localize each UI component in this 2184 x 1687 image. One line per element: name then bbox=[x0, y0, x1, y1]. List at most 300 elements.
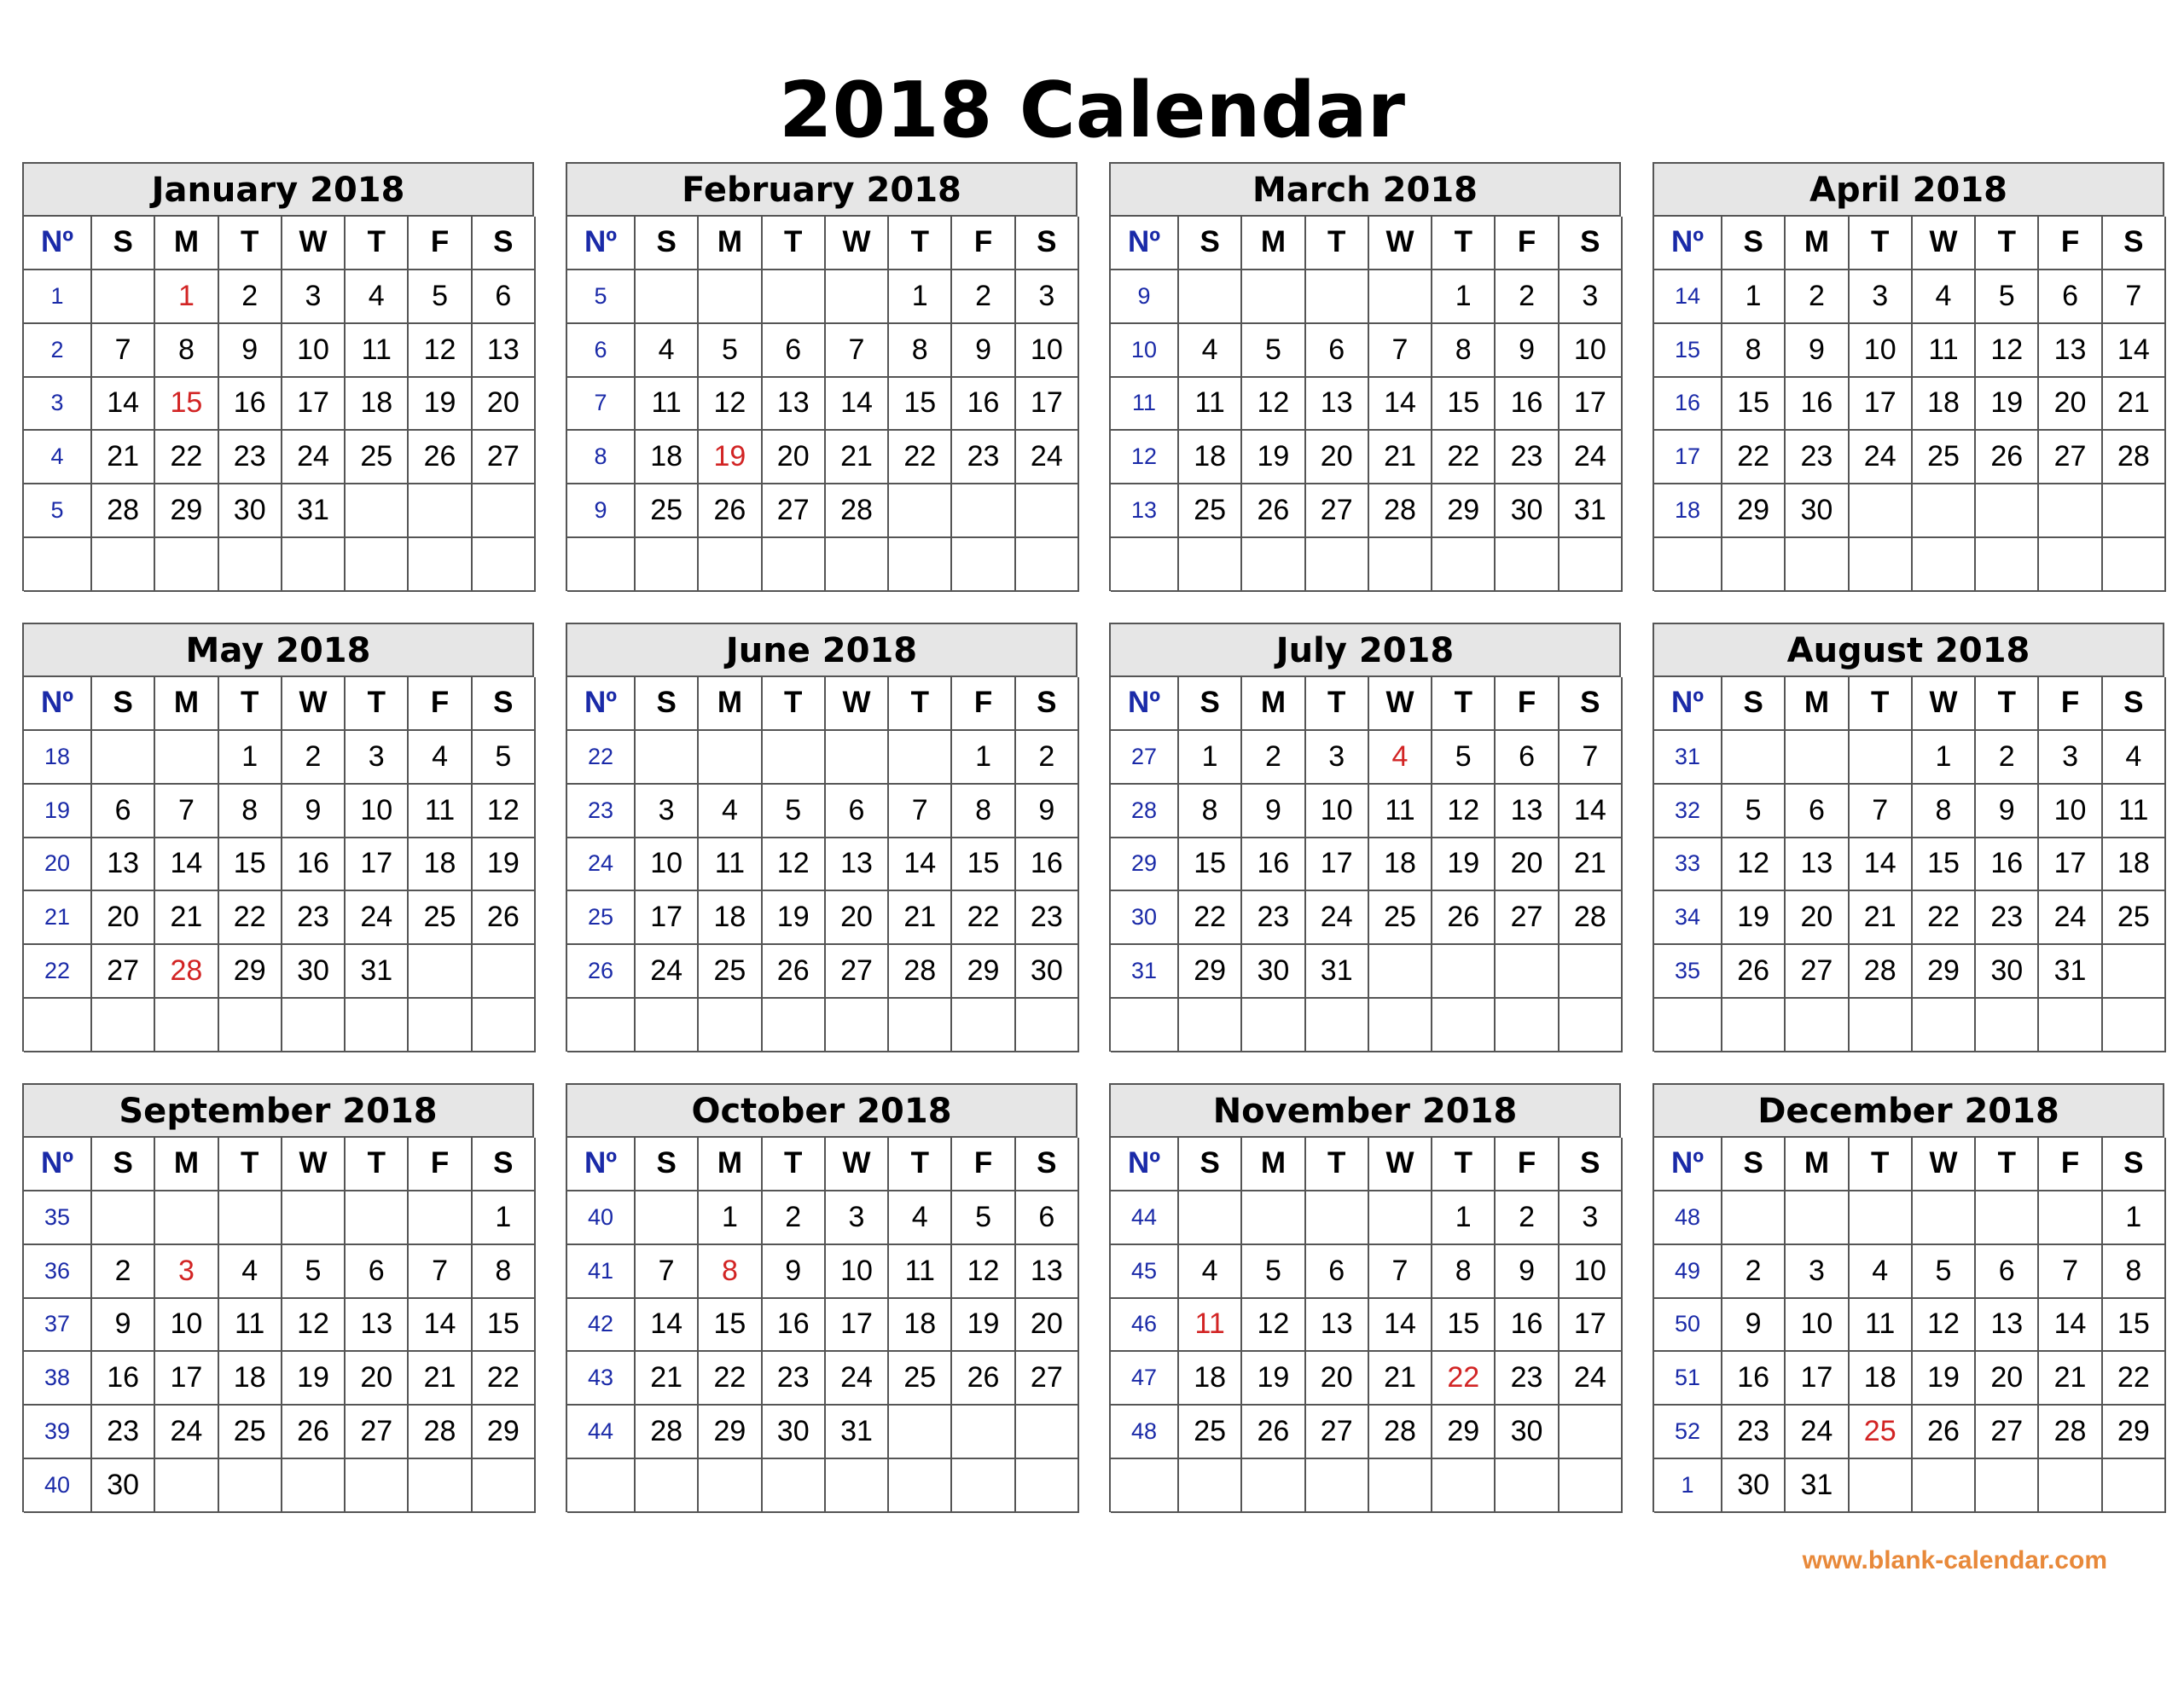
day-cell bbox=[346, 1191, 409, 1245]
month-title: September 2018 bbox=[24, 1085, 534, 1138]
day-cell: 19 bbox=[763, 891, 826, 945]
day-cell: 30 bbox=[1976, 945, 2039, 999]
day-cell bbox=[473, 484, 536, 538]
day-cell: 21 bbox=[1850, 891, 1913, 945]
week-number: 38 bbox=[24, 1352, 92, 1406]
month-title: December 2018 bbox=[1654, 1085, 2164, 1138]
day-cell: 10 bbox=[282, 324, 346, 378]
day-cell: 11 bbox=[2103, 785, 2166, 838]
day-cell bbox=[952, 484, 1015, 538]
day-cell: 1 bbox=[473, 1191, 536, 1245]
week-number: 6 bbox=[567, 324, 636, 378]
day-cell bbox=[1786, 1191, 1849, 1245]
week-number: 47 bbox=[1111, 1352, 1179, 1406]
day-cell bbox=[1850, 484, 1913, 538]
weekday-header: S bbox=[1179, 1138, 1242, 1191]
day-cell bbox=[826, 538, 889, 592]
day-cell bbox=[473, 1459, 536, 1513]
week-number: 44 bbox=[567, 1406, 636, 1459]
day-cell: 18 bbox=[1369, 838, 1432, 892]
day-cell: 4 bbox=[219, 1245, 282, 1299]
day-cell bbox=[699, 999, 762, 1052]
day-cell bbox=[1016, 1459, 1079, 1513]
day-cell: 9 bbox=[952, 324, 1015, 378]
holiday-day: 28 bbox=[155, 945, 218, 999]
day-cell bbox=[889, 999, 952, 1052]
week-number-header: Nº bbox=[24, 1138, 92, 1191]
day-cell: 28 bbox=[636, 1406, 699, 1459]
day-cell: 29 bbox=[155, 484, 218, 538]
day-cell: 14 bbox=[636, 1299, 699, 1353]
weekday-header: T bbox=[763, 677, 826, 731]
day-cell: 15 bbox=[1722, 378, 1786, 432]
week-number-header: Nº bbox=[24, 217, 92, 270]
weekday-header: S bbox=[1179, 217, 1242, 270]
weekday-header: S bbox=[92, 1138, 155, 1191]
day-cell bbox=[1306, 1459, 1369, 1513]
day-cell: 14 bbox=[889, 838, 952, 892]
month-january bbox=[22, 162, 534, 591]
weekday-header: T bbox=[346, 677, 409, 731]
day-cell: 8 bbox=[1179, 785, 1242, 838]
day-cell: 4 bbox=[346, 270, 409, 324]
week-number: 52 bbox=[1654, 1406, 1722, 1459]
day-cell: 6 bbox=[1306, 324, 1369, 378]
day-cell bbox=[636, 1191, 699, 1245]
day-cell: 26 bbox=[473, 891, 536, 945]
day-cell bbox=[763, 731, 826, 785]
week-number: 33 bbox=[1654, 838, 1722, 892]
weekday-header: S bbox=[1179, 677, 1242, 731]
day-cell: 26 bbox=[1976, 431, 2039, 484]
weekday-header: F bbox=[409, 677, 472, 731]
day-cell: 8 bbox=[1722, 324, 1786, 378]
day-cell: 19 bbox=[1242, 431, 1305, 484]
day-cell: 28 bbox=[826, 484, 889, 538]
week-number: 11 bbox=[1111, 378, 1179, 432]
day-cell: 9 bbox=[1496, 1245, 1559, 1299]
day-cell: 2 bbox=[1496, 270, 1559, 324]
day-cell: 9 bbox=[1722, 1299, 1786, 1353]
month-grid bbox=[24, 677, 534, 1052]
day-cell: 9 bbox=[1496, 324, 1559, 378]
day-cell: 15 bbox=[219, 838, 282, 892]
day-cell: 13 bbox=[1306, 378, 1369, 432]
week-number bbox=[24, 538, 92, 592]
day-cell: 13 bbox=[1016, 1245, 1079, 1299]
day-cell bbox=[1976, 1191, 2039, 1245]
day-cell bbox=[1560, 1406, 1623, 1459]
day-cell: 13 bbox=[2039, 324, 2102, 378]
weekday-header: F bbox=[2039, 1138, 2102, 1191]
day-cell: 17 bbox=[1306, 838, 1369, 892]
day-cell: 1 bbox=[889, 270, 952, 324]
day-cell: 30 bbox=[1242, 945, 1305, 999]
day-cell: 23 bbox=[282, 891, 346, 945]
day-cell: 27 bbox=[1016, 1352, 1079, 1406]
weekday-header: W bbox=[1369, 217, 1432, 270]
weekday-header: T bbox=[1976, 217, 2039, 270]
weekday-header: T bbox=[889, 677, 952, 731]
day-cell: 12 bbox=[473, 785, 536, 838]
weekday-header: S bbox=[92, 217, 155, 270]
day-cell: 1 bbox=[1432, 1191, 1496, 1245]
day-cell: 24 bbox=[155, 1406, 218, 1459]
week-number: 22 bbox=[567, 731, 636, 785]
day-cell bbox=[1560, 945, 1623, 999]
week-number: 40 bbox=[24, 1459, 92, 1513]
day-cell: 19 bbox=[1432, 838, 1496, 892]
month-september bbox=[22, 1083, 534, 1512]
day-cell: 6 bbox=[1496, 731, 1559, 785]
day-cell: 16 bbox=[92, 1352, 155, 1406]
day-cell: 15 bbox=[699, 1299, 762, 1353]
day-cell: 11 bbox=[1179, 378, 1242, 432]
weekday-header: S bbox=[636, 677, 699, 731]
weekday-header: W bbox=[282, 1138, 346, 1191]
day-cell: 18 bbox=[1913, 378, 1976, 432]
week-number: 51 bbox=[1654, 1352, 1722, 1406]
day-cell: 3 bbox=[1016, 270, 1079, 324]
day-cell: 14 bbox=[1369, 1299, 1432, 1353]
month-title: June 2018 bbox=[567, 624, 1077, 677]
day-cell: 27 bbox=[2039, 431, 2102, 484]
day-cell: 15 bbox=[1913, 838, 1976, 892]
day-cell: 26 bbox=[1432, 891, 1496, 945]
week-number: 27 bbox=[1111, 731, 1179, 785]
day-cell bbox=[219, 1191, 282, 1245]
weekday-header: W bbox=[1913, 677, 1976, 731]
day-cell: 7 bbox=[1369, 1245, 1432, 1299]
month-march bbox=[1109, 162, 1621, 591]
week-number-header: Nº bbox=[24, 677, 92, 731]
day-cell: 4 bbox=[699, 785, 762, 838]
day-cell: 5 bbox=[1722, 785, 1786, 838]
day-cell bbox=[763, 270, 826, 324]
month-grid bbox=[1654, 677, 2164, 1052]
weekday-header: F bbox=[409, 217, 472, 270]
weekday-header: T bbox=[1850, 217, 1913, 270]
week-number: 42 bbox=[567, 1299, 636, 1353]
day-cell: 22 bbox=[699, 1352, 762, 1406]
day-cell: 29 bbox=[473, 1406, 536, 1459]
day-cell: 17 bbox=[1016, 378, 1079, 432]
day-cell: 7 bbox=[92, 324, 155, 378]
day-cell: 25 bbox=[1179, 484, 1242, 538]
day-cell: 26 bbox=[699, 484, 762, 538]
weekday-header: T bbox=[1976, 1138, 2039, 1191]
day-cell bbox=[92, 731, 155, 785]
holiday-day: 19 bbox=[699, 431, 762, 484]
day-cell: 22 bbox=[1432, 431, 1496, 484]
week-number: 20 bbox=[24, 838, 92, 892]
day-cell: 21 bbox=[636, 1352, 699, 1406]
day-cell: 3 bbox=[636, 785, 699, 838]
day-cell: 2 bbox=[1496, 1191, 1559, 1245]
day-cell: 12 bbox=[1242, 378, 1305, 432]
day-cell bbox=[1016, 1406, 1079, 1459]
day-cell: 16 bbox=[1496, 1299, 1559, 1353]
day-cell: 2 bbox=[763, 1191, 826, 1245]
week-number: 17 bbox=[1654, 431, 1722, 484]
day-cell bbox=[282, 999, 346, 1052]
day-cell: 18 bbox=[409, 838, 472, 892]
day-cell: 8 bbox=[473, 1245, 536, 1299]
day-cell bbox=[763, 1459, 826, 1513]
weekday-header: T bbox=[346, 1138, 409, 1191]
day-cell bbox=[92, 999, 155, 1052]
day-cell: 16 bbox=[763, 1299, 826, 1353]
day-cell: 4 bbox=[2103, 731, 2166, 785]
weekday-header: M bbox=[1242, 677, 1305, 731]
weekday-header: S bbox=[636, 217, 699, 270]
day-cell bbox=[2039, 1191, 2102, 1245]
week-number: 4 bbox=[24, 431, 92, 484]
day-cell bbox=[346, 1459, 409, 1513]
day-cell bbox=[1722, 1191, 1786, 1245]
day-cell bbox=[1016, 999, 1079, 1052]
day-cell: 25 bbox=[699, 945, 762, 999]
weekday-header: W bbox=[1913, 1138, 1976, 1191]
weekday-header: M bbox=[1242, 217, 1305, 270]
day-cell: 10 bbox=[2039, 785, 2102, 838]
day-cell bbox=[1913, 1459, 1976, 1513]
day-cell: 23 bbox=[1722, 1406, 1786, 1459]
day-cell bbox=[826, 731, 889, 785]
day-cell bbox=[699, 270, 762, 324]
day-cell bbox=[1242, 538, 1305, 592]
day-cell bbox=[1976, 1459, 2039, 1513]
day-cell: 9 bbox=[1976, 785, 2039, 838]
day-cell: 3 bbox=[1850, 270, 1913, 324]
holiday-day: 3 bbox=[155, 1245, 218, 1299]
day-cell: 10 bbox=[1786, 1299, 1849, 1353]
day-cell: 29 bbox=[219, 945, 282, 999]
day-cell: 7 bbox=[1369, 324, 1432, 378]
day-cell: 18 bbox=[2103, 838, 2166, 892]
day-cell: 23 bbox=[1786, 431, 1849, 484]
day-cell: 22 bbox=[1913, 891, 1976, 945]
day-cell: 28 bbox=[409, 1406, 472, 1459]
month-title: October 2018 bbox=[567, 1085, 1077, 1138]
day-cell: 23 bbox=[952, 431, 1015, 484]
week-number: 13 bbox=[1111, 484, 1179, 538]
day-cell: 7 bbox=[826, 324, 889, 378]
day-cell bbox=[2039, 1459, 2102, 1513]
month-title: July 2018 bbox=[1111, 624, 1621, 677]
day-cell: 28 bbox=[1560, 891, 1623, 945]
month-title: March 2018 bbox=[1111, 164, 1621, 217]
day-cell: 15 bbox=[1432, 378, 1496, 432]
day-cell: 14 bbox=[1369, 378, 1432, 432]
day-cell bbox=[409, 999, 472, 1052]
week-number-header: Nº bbox=[1111, 1138, 1179, 1191]
day-cell: 12 bbox=[1432, 785, 1496, 838]
day-cell bbox=[952, 538, 1015, 592]
day-cell bbox=[1432, 999, 1496, 1052]
day-cell: 17 bbox=[1786, 1352, 1849, 1406]
week-number: 15 bbox=[1654, 324, 1722, 378]
footer-website-link[interactable]: www.blank-calendar.com bbox=[1802, 1546, 2107, 1574]
day-cell: 5 bbox=[1242, 1245, 1305, 1299]
weekday-header: T bbox=[1432, 217, 1496, 270]
day-cell bbox=[1913, 538, 1976, 592]
weekday-header: W bbox=[1913, 217, 1976, 270]
day-cell: 30 bbox=[763, 1406, 826, 1459]
day-cell: 29 bbox=[1432, 484, 1496, 538]
week-number: 5 bbox=[24, 484, 92, 538]
day-cell bbox=[1242, 1191, 1305, 1245]
day-cell: 5 bbox=[1242, 324, 1305, 378]
day-cell: 9 bbox=[1242, 785, 1305, 838]
week-number: 36 bbox=[24, 1245, 92, 1299]
day-cell: 7 bbox=[2103, 270, 2166, 324]
day-cell bbox=[1850, 1459, 1913, 1513]
weekday-header: F bbox=[952, 1138, 1015, 1191]
holiday-day: 8 bbox=[699, 1245, 762, 1299]
day-cell: 10 bbox=[1306, 785, 1369, 838]
week-number-header: Nº bbox=[567, 677, 636, 731]
day-cell bbox=[1913, 484, 1976, 538]
day-cell: 16 bbox=[282, 838, 346, 892]
day-cell: 29 bbox=[1432, 1406, 1496, 1459]
month-october bbox=[566, 1083, 1077, 1512]
day-cell bbox=[826, 999, 889, 1052]
day-cell bbox=[1179, 1191, 1242, 1245]
week-number: 31 bbox=[1111, 945, 1179, 999]
day-cell: 26 bbox=[1722, 945, 1786, 999]
day-cell bbox=[889, 538, 952, 592]
day-cell: 3 bbox=[346, 731, 409, 785]
day-cell bbox=[763, 538, 826, 592]
day-cell: 27 bbox=[473, 431, 536, 484]
day-cell: 27 bbox=[92, 945, 155, 999]
week-number-header: Nº bbox=[1654, 217, 1722, 270]
weekday-header: T bbox=[1432, 677, 1496, 731]
day-cell bbox=[1179, 1459, 1242, 1513]
day-cell: 20 bbox=[346, 1352, 409, 1406]
day-cell bbox=[155, 1459, 218, 1513]
week-number: 5 bbox=[567, 270, 636, 324]
day-cell: 29 bbox=[952, 945, 1015, 999]
day-cell bbox=[409, 945, 472, 999]
month-title: November 2018 bbox=[1111, 1085, 1621, 1138]
day-cell: 5 bbox=[699, 324, 762, 378]
day-cell: 20 bbox=[826, 891, 889, 945]
week-number: 45 bbox=[1111, 1245, 1179, 1299]
week-number bbox=[567, 999, 636, 1052]
day-cell bbox=[1369, 945, 1432, 999]
weekday-header: S bbox=[2103, 217, 2166, 270]
day-cell: 25 bbox=[219, 1406, 282, 1459]
day-cell bbox=[1850, 731, 1913, 785]
day-cell: 10 bbox=[1560, 324, 1623, 378]
day-cell bbox=[826, 1459, 889, 1513]
day-cell: 7 bbox=[155, 785, 218, 838]
day-cell: 24 bbox=[1850, 431, 1913, 484]
day-cell: 5 bbox=[763, 785, 826, 838]
day-cell: 24 bbox=[1786, 1406, 1849, 1459]
day-cell bbox=[1016, 538, 1079, 592]
day-cell: 18 bbox=[636, 431, 699, 484]
holiday-day: 4 bbox=[1369, 731, 1432, 785]
day-cell: 18 bbox=[1850, 1352, 1913, 1406]
day-cell bbox=[2039, 538, 2102, 592]
day-cell: 31 bbox=[1786, 1459, 1849, 1513]
day-cell: 2 bbox=[952, 270, 1015, 324]
day-cell: 17 bbox=[2039, 838, 2102, 892]
weekday-header: T bbox=[219, 1138, 282, 1191]
day-cell: 17 bbox=[1560, 378, 1623, 432]
day-cell: 1 bbox=[1432, 270, 1496, 324]
weekday-header: M bbox=[155, 1138, 218, 1191]
day-cell: 30 bbox=[1786, 484, 1849, 538]
week-number-header: Nº bbox=[1111, 217, 1179, 270]
day-cell: 29 bbox=[699, 1406, 762, 1459]
month-grid bbox=[567, 217, 1077, 592]
day-cell: 25 bbox=[636, 484, 699, 538]
day-cell bbox=[1913, 999, 1976, 1052]
day-cell: 4 bbox=[1179, 1245, 1242, 1299]
day-cell: 18 bbox=[1179, 1352, 1242, 1406]
day-cell: 1 bbox=[699, 1191, 762, 1245]
day-cell bbox=[1016, 484, 1079, 538]
day-cell: 25 bbox=[1179, 1406, 1242, 1459]
month-title: January 2018 bbox=[24, 164, 534, 217]
week-number: 16 bbox=[1654, 378, 1722, 432]
day-cell: 16 bbox=[952, 378, 1015, 432]
week-number: 9 bbox=[567, 484, 636, 538]
week-number: 37 bbox=[24, 1299, 92, 1353]
weekday-header: M bbox=[1786, 217, 1849, 270]
day-cell bbox=[1306, 1191, 1369, 1245]
weekday-header: W bbox=[282, 217, 346, 270]
week-number: 12 bbox=[1111, 431, 1179, 484]
day-cell bbox=[1432, 538, 1496, 592]
day-cell: 24 bbox=[826, 1352, 889, 1406]
day-cell: 2 bbox=[1786, 270, 1849, 324]
month-grid bbox=[24, 217, 534, 592]
week-number bbox=[1111, 1459, 1179, 1513]
weekday-header: F bbox=[409, 1138, 472, 1191]
day-cell: 17 bbox=[1850, 378, 1913, 432]
day-cell: 17 bbox=[826, 1299, 889, 1353]
day-cell: 27 bbox=[826, 945, 889, 999]
day-cell: 26 bbox=[282, 1406, 346, 1459]
weekday-header: S bbox=[1560, 217, 1623, 270]
day-cell: 22 bbox=[1722, 431, 1786, 484]
weekday-header: T bbox=[1432, 1138, 1496, 1191]
month-december bbox=[1653, 1083, 2164, 1512]
day-cell bbox=[1242, 999, 1305, 1052]
day-cell: 28 bbox=[889, 945, 952, 999]
day-cell bbox=[1369, 999, 1432, 1052]
day-cell: 1 bbox=[1179, 731, 1242, 785]
week-number: 14 bbox=[1654, 270, 1722, 324]
week-number: 44 bbox=[1111, 1191, 1179, 1245]
day-cell: 1 bbox=[1722, 270, 1786, 324]
day-cell: 16 bbox=[1722, 1352, 1786, 1406]
day-cell: 6 bbox=[763, 324, 826, 378]
day-cell: 16 bbox=[219, 378, 282, 432]
day-cell bbox=[346, 999, 409, 1052]
day-cell bbox=[155, 538, 218, 592]
holiday-day: 15 bbox=[155, 378, 218, 432]
week-number: 50 bbox=[1654, 1299, 1722, 1353]
month-august bbox=[1653, 623, 2164, 1052]
month-april bbox=[1653, 162, 2164, 591]
day-cell: 20 bbox=[1306, 431, 1369, 484]
